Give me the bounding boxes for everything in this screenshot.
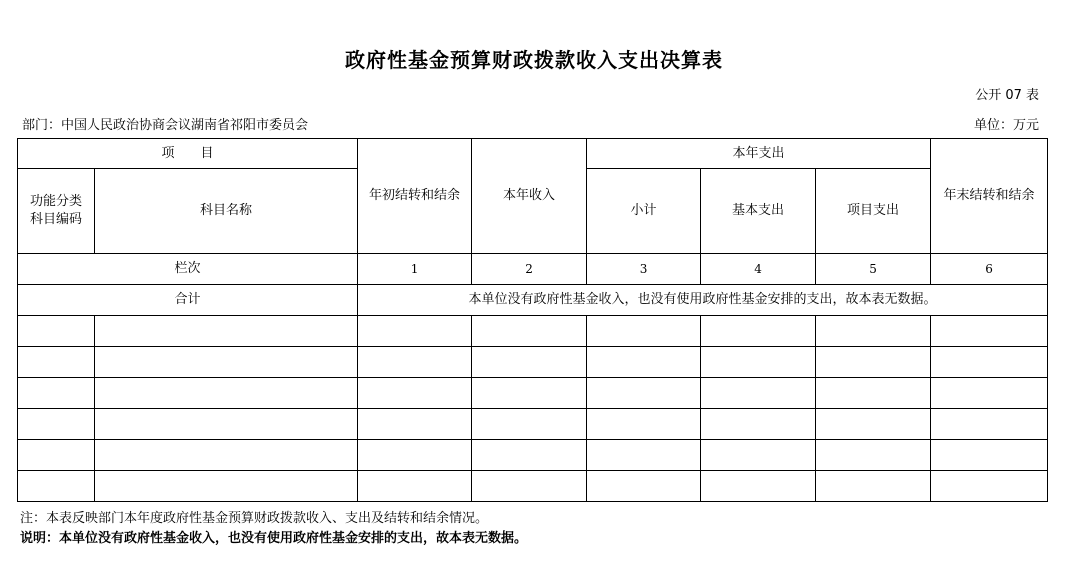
table-cell — [18, 316, 95, 347]
table-cell — [95, 347, 358, 378]
header-subject-name: 科目名称 — [95, 169, 358, 254]
table-cell — [701, 378, 816, 409]
table-cell — [472, 440, 587, 471]
budget-table — [17, 138, 1048, 502]
table-cell — [931, 440, 1048, 471]
unit-label: 单位：万元 — [973, 118, 1039, 133]
table-cell — [18, 347, 95, 378]
table-row — [18, 471, 1048, 502]
table-cell — [816, 471, 931, 502]
footnote: 注：本表反映部门本年度政府性基金预算财政拨款收入、支出及结转和结余情况。 — [20, 511, 489, 526]
table-cell — [18, 471, 95, 502]
total-label: 合计 — [18, 285, 358, 316]
table-cell — [816, 440, 931, 471]
table-cell — [358, 316, 472, 347]
table-cell — [472, 347, 587, 378]
table-cell — [358, 471, 472, 502]
table-cell — [816, 347, 931, 378]
table-cell — [701, 347, 816, 378]
table-cell — [931, 347, 1048, 378]
table-row — [18, 440, 1048, 471]
report-title: 政府性基金预算财政拨款收入支出决算表 — [345, 48, 723, 72]
column-index-label: 栏次 — [18, 254, 358, 285]
table-cell — [472, 409, 587, 440]
table-cell — [587, 471, 701, 502]
header-item: 项 目 — [18, 139, 358, 169]
table-cell — [18, 440, 95, 471]
column-number: 3 — [587, 254, 701, 285]
header-opening-balance: 年初结转和结余 — [358, 139, 472, 254]
explanation-note: 说明：本单位没有政府性基金收入，也没有使用政府性基金安排的支出，故本表无数据。 — [20, 531, 528, 546]
table-cell — [587, 347, 701, 378]
header-ending-balance: 年末结转和结余 — [931, 139, 1048, 254]
header-subtotal: 小计 — [587, 169, 701, 254]
table-cell — [701, 409, 816, 440]
table-cell — [931, 409, 1048, 440]
table-cell — [472, 378, 587, 409]
table-cell — [587, 378, 701, 409]
header-project-expense: 项目支出 — [816, 169, 931, 254]
table-cell — [95, 409, 358, 440]
table-cell — [358, 409, 472, 440]
table-cell — [358, 347, 472, 378]
table-cell — [472, 471, 587, 502]
table-cell — [358, 440, 472, 471]
table-cell — [472, 316, 587, 347]
table-cell — [931, 471, 1048, 502]
no-data-message: 本单位没有政府性基金收入，也没有使用政府性基金安排的支出，故本表无数据。 — [358, 285, 1048, 316]
table-cell — [95, 471, 358, 502]
table-cell — [587, 409, 701, 440]
table-cell — [816, 316, 931, 347]
table-cell — [18, 409, 95, 440]
table-cell — [358, 378, 472, 409]
header-function-code: 功能分类 科目编码 — [18, 169, 95, 254]
table-row — [18, 347, 1048, 378]
column-number: 5 — [816, 254, 931, 285]
table-cell — [816, 409, 931, 440]
table-cell — [95, 316, 358, 347]
header-annual-income: 本年收入 — [472, 139, 587, 254]
header-annual-expense: 本年支出 — [587, 139, 931, 169]
table-cell — [587, 440, 701, 471]
header-basic-expense: 基本支出 — [701, 169, 816, 254]
table-cell — [931, 378, 1048, 409]
column-number: 2 — [472, 254, 587, 285]
table-cell — [701, 316, 816, 347]
table-cell — [931, 316, 1048, 347]
table-cell — [95, 378, 358, 409]
table-cell — [701, 471, 816, 502]
table-cell — [587, 316, 701, 347]
form-number: 公开 07 表 — [975, 88, 1039, 103]
table-row — [18, 378, 1048, 409]
column-number: 1 — [358, 254, 472, 285]
table-row — [18, 409, 1048, 440]
column-number: 6 — [931, 254, 1048, 285]
table-cell — [95, 440, 358, 471]
table-cell — [18, 378, 95, 409]
table-row — [18, 316, 1048, 347]
column-number: 4 — [701, 254, 816, 285]
table-cell — [701, 440, 816, 471]
department-label: 部门：中国人民政治协商会议湖南省祁阳市委员会 — [22, 118, 309, 133]
table-cell — [816, 378, 931, 409]
